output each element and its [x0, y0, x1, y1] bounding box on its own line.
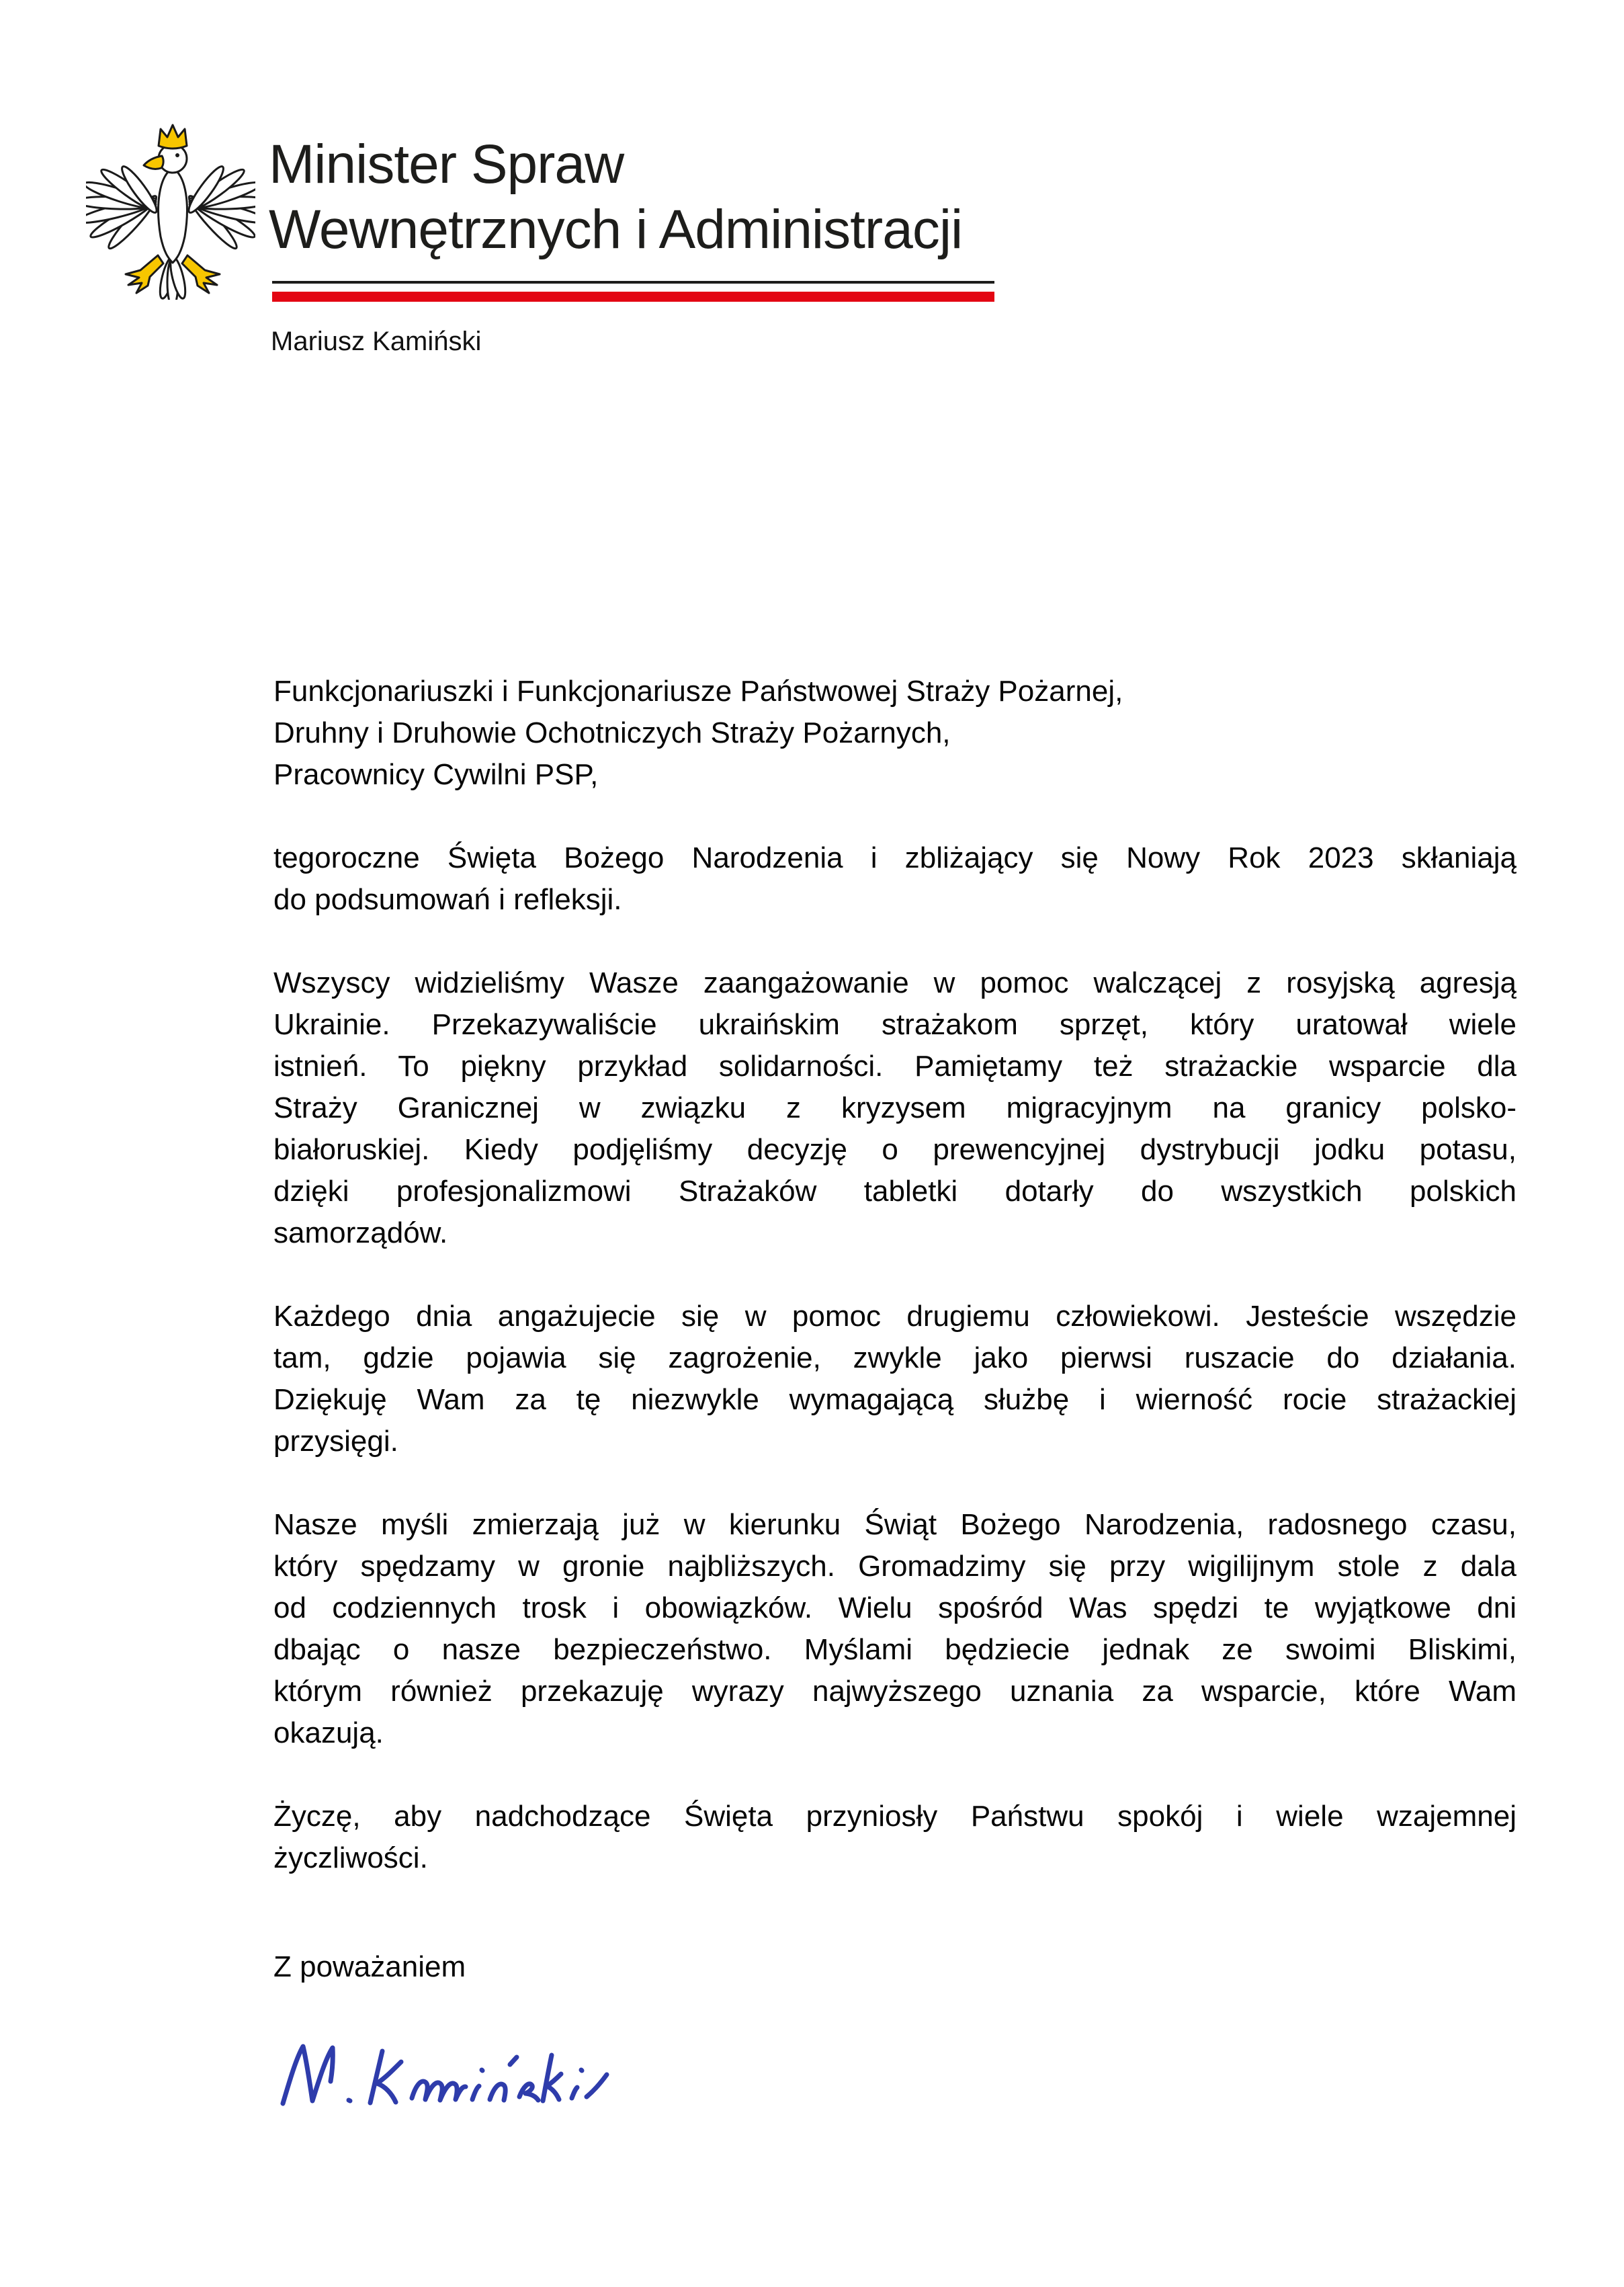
letter-line: Wszyscy widzieliśmy Wasze zaangażowanie w pomoc walczącej z rosyjską agresją	[273, 966, 1516, 999]
header-rule-red	[272, 292, 994, 302]
letter-paragraphs	[273, 671, 1516, 1879]
letter-line: Ukrainie. Przekazywaliście ukraińskim strażakom sprzęt, który uratował wiele	[273, 1008, 1516, 1041]
letter-line: Życzę, aby nadchodzące Święta przyniosły Państwu spokój i wiele wzajemnej	[273, 1800, 1516, 1833]
eagle-eye	[175, 153, 179, 157]
minister-name: Mariusz Kamiński	[271, 327, 482, 356]
letter-paragraph	[273, 1296, 1516, 1462]
eagle-crown	[159, 125, 187, 149]
ministry-title-line-2: Wewnętrznych i Administracji	[269, 199, 963, 260]
letter-line: który spędzamy w gronie najbliższych. Gromadzimy się przy wigilijnym stole z dala	[273, 1550, 1516, 1583]
letter-line: istnień. To piękny przykład solidarności. Pamiętamy też strażackie wsparcie dla	[273, 1050, 1516, 1083]
eagle-beak	[144, 156, 163, 169]
letter-line: Nasze myśli zmierzają już w kierunku Świąt Bożego Narodzenia, radosnego czasu,	[273, 1508, 1516, 1541]
salutation-line: Funkcjonariuszki i Funkcjonariusze Państwowej Straży Pożarnej,	[273, 675, 1123, 708]
letter-body	[273, 671, 1516, 2114]
letter-paragraph	[273, 962, 1516, 1254]
ministry-title-line-1: Minister Spraw	[269, 134, 624, 195]
letter-line: dzięki profesjonalizmowi Strażaków tabletki dotarły do wszystkich polskich	[273, 1175, 1516, 1208]
letter-paragraph	[273, 837, 1516, 921]
letter-line: samorządów.	[273, 1216, 448, 1249]
letter-line: Każdego dnia angażujecie się w pomoc drugiemu człowiekowi. Jesteście wszędzie	[273, 1300, 1516, 1333]
eagle-body	[159, 168, 187, 263]
closing-valediction: Z poważaniem	[273, 1950, 466, 1983]
ministry-title	[269, 132, 962, 262]
eagle-right-wing	[185, 163, 255, 253]
letter-line: życzliwości.	[273, 1841, 428, 1874]
letter-line: od codziennych trosk i obowiązków. Wielu spośród Was spędzi te wyjątkowe dni	[273, 1591, 1516, 1624]
eagle-right-talon	[182, 255, 220, 293]
letter-line: którym również przekazuję wyrazy najwyższego uznania za wsparcie, które Wam	[273, 1675, 1516, 1708]
letter-line: okazują.	[273, 1716, 384, 1749]
letter-line: tam, gdzie pojawia się zagrożenie, zwykle jako pierwsi ruszacie do działania.	[273, 1341, 1516, 1374]
letter-paragraph	[273, 1796, 1516, 1879]
letter-line: Dziękuję Wam za tę niezwykle wymagającą służbę i wierność rocie strażackiej	[273, 1383, 1516, 1416]
salutation-line: Druhny i Druhowie Ochotniczych Straży Pożarnych,	[273, 716, 951, 749]
letter-paragraph	[273, 1504, 1516, 1754]
handwritten-signature-icon	[273, 2038, 631, 2114]
header-rule-dark	[272, 281, 994, 284]
letter-line: do podsumowań i refleksji.	[273, 883, 622, 916]
eagle-left-wing	[86, 163, 161, 253]
letter-line: przysięgi.	[273, 1425, 398, 1458]
eagle-left-talon	[126, 255, 163, 293]
letter-line: Straży Granicznej w związku z kryzysem migracyjnym na granicy polsko-	[273, 1091, 1516, 1124]
salutation	[273, 671, 1516, 796]
polish-eagle-icon	[86, 124, 255, 300]
letter-line: dbając o nasze bezpieczeństwo. Myślami będziecie jednak ze swoimi Bliskimi,	[273, 1633, 1516, 1666]
salutation-line: Pracownicy Cywilni PSP,	[273, 758, 599, 791]
letter-line: białoruskiej. Kiedy podjęliśmy decyzję o prewencyjnej dystrybucji jodku potasu,	[273, 1133, 1516, 1166]
letter-line: tegoroczne Święta Bożego Narodzenia i zbliżający się Nowy Rok 2023 skłaniają	[273, 841, 1516, 874]
